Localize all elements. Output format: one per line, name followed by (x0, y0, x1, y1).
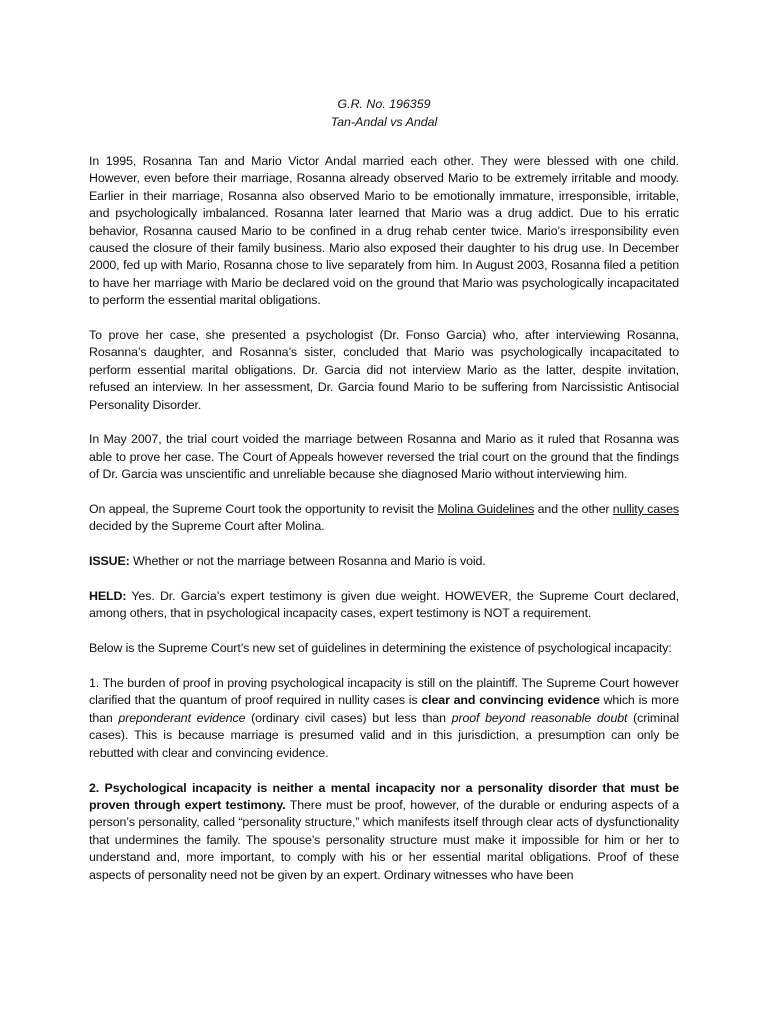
bold-segment: clear and convincing evidence (421, 693, 600, 708)
case-number: G.R. No. 196359 (337, 97, 431, 111)
document-body (89, 153, 679, 884)
text-segment: (criminal cases). This is because marriage is presumed valid and in this jurisdiction, a presumption can only be rebutted with clear and convincing evidence. (89, 710, 679, 760)
held-label: HELD: (89, 589, 127, 604)
case-title: Tan-Andal vs Andal (330, 114, 438, 129)
issue-text: Whether or not the marriage between Rosanna and Mario is void. (129, 554, 486, 569)
bold-segment: 2. Psychological incapacity is neither a mental incapacity nor a personality disorder that must be proven through expert testimony. (89, 780, 679, 812)
paragraph-lower-courts: In May 2007, the trial court voided the marriage between Rosanna and Mario as it ruled that Rosanna was able to prove her case. The Court of Appeals however reversed the trial court on the ground that the findings of Dr. Garcia was unscientific and unreliable because she diagnosed Mario without interviewing him. (89, 432, 679, 482)
paragraph-issue (89, 553, 679, 570)
nullity-cases-link[interactable]: nullity cases (612, 502, 679, 517)
text-segment: which is more than (89, 693, 679, 725)
text-segment: (ordinary civil cases) but less than (245, 710, 452, 725)
text-segment: and the other (534, 502, 613, 517)
text-segment: decided by the Supreme Court after Molina. (89, 519, 325, 534)
italic-segment: proof beyond reasonable doubt (451, 710, 628, 725)
italic-segment: preponderant evidence (118, 710, 246, 725)
paragraph-guidelines-intro: Below is the Supreme Court’s new set of guidelines in determining the existence of psychological incapacity: (89, 641, 672, 656)
paragraph-appeal (89, 501, 679, 536)
paragraph-facts: In 1995, Rosanna Tan and Mario Victor Andal married each other. They were blessed with one child. However, even before their marriage, Rosanna already observed Mario to be extremely irritable and moody. Earlier in their marriage, Rosanna also observed Mario to be emotionally immature, irresponsible, irritable, and psychologically imbalanced. Rosanna later learned that Mario was a drug addict. Due to his erratic behavior, Rosanna caused Mario to be confined in a drug rehab center twice. Mario’s irresponsibility even caused the closure of their family business. Mario also exposed their daughter to his drug use. In December 2000, fed up with Mario, Rosanna chose to live separately from him. In August 2003, Rosanna filed a petition to have her marriage with Mario be declared void on the ground that Mario was psychologically incapacitated to perform the essential marital obligations. (89, 154, 679, 308)
paragraph-evidence: To prove her case, she presented a psychologist (Dr. Fonso Garcia) who, after interviewing Rosanna, Rosanna’s daughter, and Rosanna’s sister, concluded that Mario was psychologically incapacitated to perform essential marital obligations. Dr. Garcia did not interview Mario as the latter, despite invitation, refused an interview. In her assessment, Dr. Garcia found Mario to be suffering from Narcissistic Antisocial Personality Disorder. (89, 328, 679, 412)
issue-label: ISSUE: (89, 554, 130, 569)
paragraph-held (89, 588, 679, 623)
guideline-1 (89, 675, 679, 762)
guideline-2 (89, 780, 679, 884)
molina-guidelines-link[interactable]: Molina Guidelines (437, 502, 535, 517)
text-segment: 1. The burden of proof in proving psychological incapacity is still on the plaintiff. The Supreme Court however clarified that the quantum of proof required in nullity cases is (89, 676, 679, 708)
held-text: Yes. Dr. Garcia’s expert testimony is given due weight. HOWEVER, the Supreme Court declared, among others, that in psychological incapacity cases, expert testimony is NOT a requirement. (89, 589, 679, 621)
text-segment: On appeal, the Supreme Court took the opportunity to revisit the (89, 502, 438, 517)
text-segment: There must be proof, however, of the durable or enduring aspects of a person’s personality, called “personality structure,” which manifests itself through clear acts of dysfunctionality that undermines the family. The spouse’s personality structure must make it impossible for him or her to understand and, more important, to comply with his or her essential marital obligations. Proof of these aspects of personality need not be given by an expert. Ordinary witnesses who have been (89, 797, 679, 882)
